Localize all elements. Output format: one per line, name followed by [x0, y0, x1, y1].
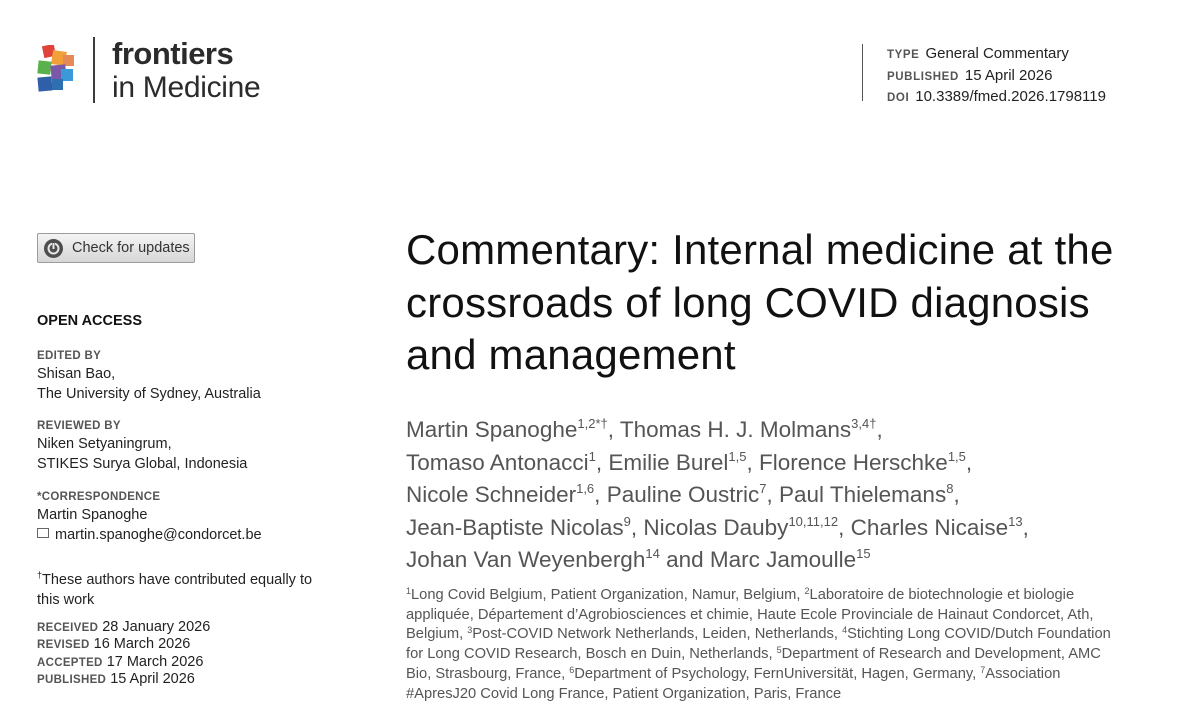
journal-brand[interactable] [112, 38, 260, 103]
published-date: 15 April 2026 [110, 670, 195, 687]
affiliation-text: Association #ApresJ20 Covid Long France, Patient Organization, Paris, France [406, 665, 1061, 702]
equal-contribution-note [37, 565, 337, 610]
author-affiliation-ref: 1,2*† [577, 416, 608, 431]
affiliation-number: 4 [842, 625, 848, 636]
author-affiliation-ref: 1,6 [576, 481, 595, 496]
author-separator: , [595, 449, 609, 475]
reviewer-name: Niken Setyaningrum, [37, 436, 172, 452]
author-affiliation-ref: 7 [759, 481, 767, 496]
author-name[interactable]: Marc Jamoulle [709, 547, 857, 572]
affiliation-number: 7 [980, 664, 986, 675]
author-separator: , [766, 482, 780, 507]
meta-published-label: PUBLISHED [887, 70, 959, 83]
date-received [37, 619, 210, 636]
meta-type-value: General Commentary [925, 45, 1069, 62]
author-name[interactable]: Paul Thielemans [779, 482, 947, 507]
author-name[interactable]: Johan Van Weyenbergh [406, 547, 646, 572]
author-name[interactable]: Emilie Burel [608, 449, 729, 475]
article-dates [37, 619, 210, 688]
author-separator: , [838, 514, 851, 540]
reviewed-by-label: REVIEWED BY [37, 420, 121, 432]
correspondence-email-row[interactable] [37, 525, 262, 545]
affiliation-text: Post-COVID Network Netherlands, Leiden, Netherlands, [472, 626, 843, 643]
crossmark-icon [44, 239, 63, 258]
affiliation-number: 5 [776, 645, 782, 656]
received-label: RECEIVED [37, 622, 99, 634]
author-separator: , [594, 482, 607, 507]
author-list [406, 414, 1166, 577]
author-affiliation-ref: 10,11,12 [788, 513, 839, 529]
meta-type-label: TYPE [887, 49, 920, 61]
affiliation-number: 1 [406, 586, 412, 596]
check-for-updates-label: Check for updates [72, 240, 190, 256]
author-affiliation-ref: 14 [645, 546, 660, 561]
author-name[interactable]: Charles Nicaise [850, 514, 1009, 540]
author-separator: , [1022, 514, 1029, 540]
published-label: PUBLISHED [37, 673, 107, 686]
author-affiliation-ref: 8 [946, 481, 954, 496]
author-affiliation-ref: 1,5 [947, 448, 966, 464]
author-separator: , [746, 449, 759, 475]
date-published [37, 671, 210, 688]
edited-by-label: EDITED BY [37, 350, 102, 362]
received-date: 28 January 2026 [102, 619, 211, 635]
meta-doi [887, 87, 1106, 109]
author-affiliation-ref: 13 [1008, 513, 1023, 529]
affiliation-number: 2 [804, 586, 810, 596]
meta-type [887, 44, 1106, 66]
edited-by-block [37, 348, 261, 404]
author-name[interactable]: Jean-Baptiste Nicolas [406, 514, 624, 540]
brand-journal: in Medicine [112, 71, 261, 104]
meta-divider [862, 44, 863, 101]
editor-affiliation: The University of Sydney, Australia [37, 386, 261, 402]
meta-published [887, 66, 1106, 88]
affiliation-text: Stichting Long COVID/Dutch Foundation for Long COVID Research, Bosch en Duin, Netherlands, [406, 626, 1111, 663]
author-name[interactable]: Pauline Oustric [606, 482, 760, 507]
accepted-date: 17 March 2026 [106, 653, 204, 670]
logo-divider [93, 37, 95, 103]
author-affiliation-ref: 1 [588, 448, 596, 464]
author-name[interactable]: Florence Herschke [759, 449, 948, 475]
meta-published-value: 15 April 2026 [964, 66, 1053, 84]
affiliation-number: 6 [569, 664, 575, 675]
equal-contribution-text: These authors have contributed equally to this work [37, 571, 313, 608]
revised-date: 16 March 2026 [93, 636, 191, 653]
article-meta [887, 44, 1106, 109]
correspondence-email[interactable]: martin.spanoghe@condorcet.be [55, 527, 262, 543]
author-affiliation-ref: 1,5 [728, 448, 747, 464]
meta-doi-label: DOI [887, 92, 910, 104]
reviewed-by-block [37, 418, 247, 474]
correspondence-label: *CORRESPONDENCE [37, 491, 161, 503]
author-separator: , [965, 449, 973, 475]
author-name[interactable]: Nicole Schneider [406, 482, 577, 507]
article-title: Commentary: Internal medicine at the crossroads of long COVID diagnosis and management [406, 226, 1114, 378]
dagger-mark: † [37, 570, 43, 580]
editor-name: Shisan Bao, [37, 366, 116, 382]
affiliation-text: Department of Research and Development, AMC Bio, Strasbourg, France, [406, 646, 1101, 682]
author-name[interactable]: Tomaso Antonacci [406, 449, 589, 475]
affiliation-text: Laboratoire de biotechnologie et biologie appliquée, Département d’Agrobiosciences et chimie, Haute Ecole Provinciale de Hainaut Condorcet, Ath, Belgium, [406, 587, 1094, 643]
date-revised [37, 636, 210, 653]
date-accepted [37, 654, 210, 671]
affiliation-text: Department of Psychology, FernUniversität, Hagen, Germany, [574, 665, 981, 682]
author-separator: , [876, 417, 883, 442]
author-name[interactable]: Thomas H. J. Molmans [619, 417, 852, 442]
author-separator: , [953, 482, 960, 507]
affiliation-number: 3 [467, 625, 473, 636]
author-affiliation-ref: 9 [623, 513, 631, 529]
mail-icon [37, 528, 49, 538]
revised-label: REVISED [37, 639, 90, 652]
author-separator: , [630, 514, 644, 540]
author-affiliation-ref: 15 [856, 546, 871, 561]
affiliation-text: Long Covid Belgium, Patient Organization, Namur, Belgium, [411, 587, 805, 603]
accepted-label: ACCEPTED [37, 656, 103, 669]
author-separator: and [659, 547, 710, 572]
correspondence-block [37, 489, 262, 545]
author-affiliation-ref: 3,4† [851, 416, 877, 431]
affiliation-list [406, 586, 1126, 704]
author-name[interactable]: Nicolas Dauby [643, 514, 789, 540]
frontiers-logo-icon [37, 45, 77, 93]
meta-doi-value[interactable]: 10.3389/fmed.2026.1798119 [915, 88, 1106, 105]
author-separator: , [607, 417, 620, 442]
reviewer-affiliation: STIKES Surya Global, Indonesia [37, 456, 248, 472]
open-access-label: OPEN ACCESS [37, 313, 143, 329]
check-for-updates-button[interactable] [37, 233, 195, 263]
brand-frontiers: frontiers [112, 36, 234, 71]
author-name[interactable]: Martin Spanoghe [406, 417, 578, 442]
correspondence-name: Martin Spanoghe [37, 507, 148, 523]
